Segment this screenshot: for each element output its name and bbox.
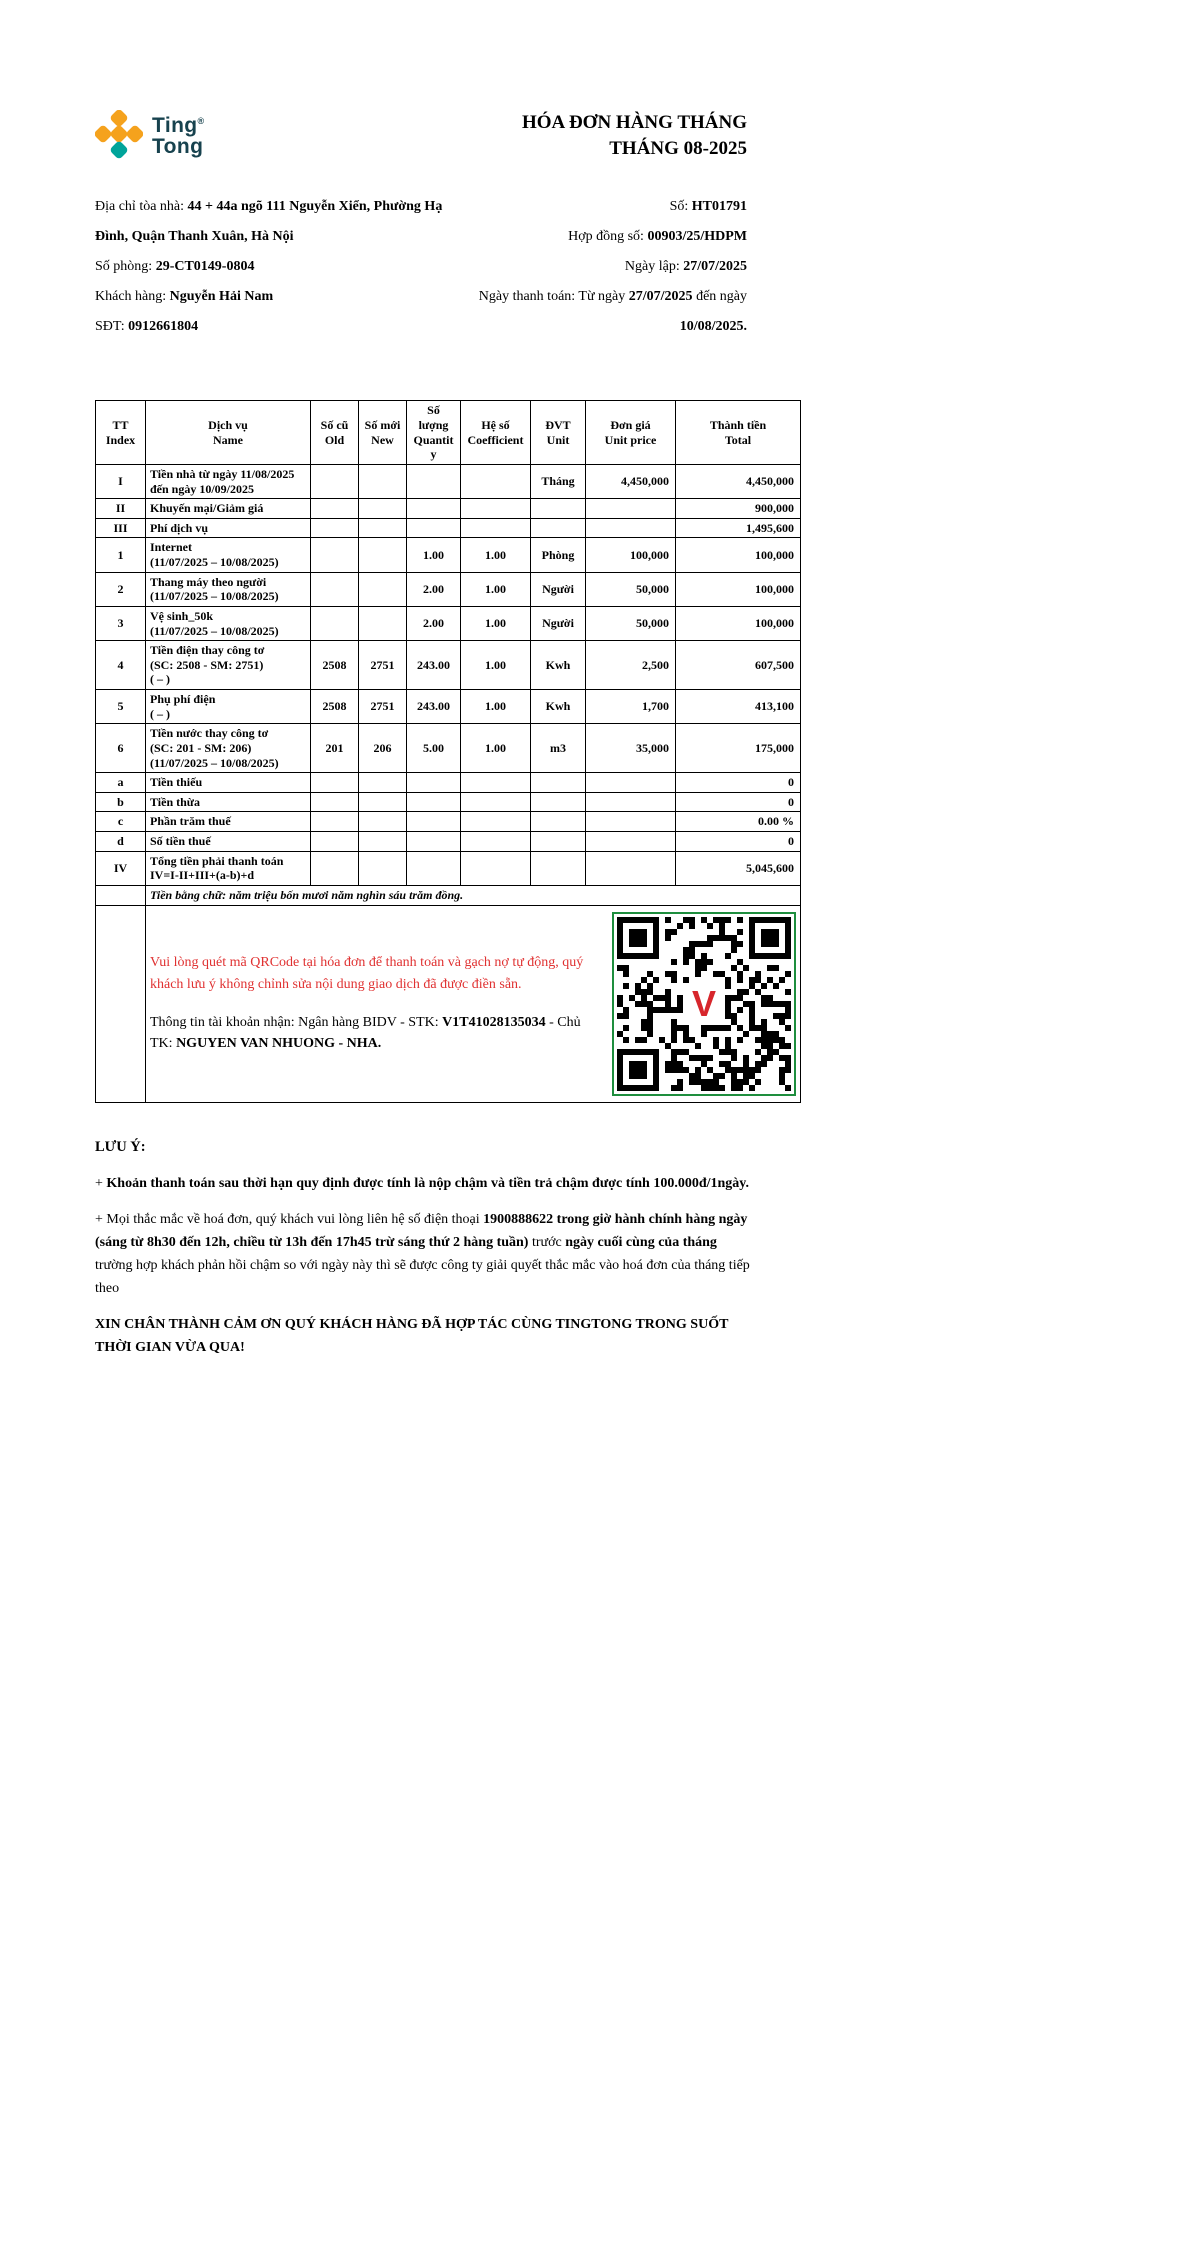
table-row-III: [96, 518, 801, 538]
column-header-new: Số mới New: [359, 401, 407, 465]
cell-old: 201: [311, 724, 359, 773]
cell-price: [586, 832, 676, 852]
cell-price: 2,500: [586, 641, 676, 690]
cell-old: 2508: [311, 690, 359, 724]
invoice-table-body: [96, 464, 801, 885]
cell-new: [359, 538, 407, 572]
invoice-number: Số: HT01791: [669, 199, 747, 214]
cell-coef: [461, 812, 531, 832]
document-header: [95, 110, 747, 162]
late-payment-note: + Khoản thanh toán sau thời hạn quy định được tính là nộp chậm và tiền trả chậm được tính 100.000đ/1ngày.: [95, 1175, 750, 1191]
column-header-qty: Số lượng Quantity: [407, 401, 461, 465]
cell-tt: I: [96, 464, 146, 498]
table-row-2: [96, 572, 801, 606]
cell-coef: [461, 832, 531, 852]
table-row-II: [96, 499, 801, 519]
cell-new: [359, 464, 407, 498]
cell-unit: [531, 792, 586, 812]
cell-unit: [531, 773, 586, 793]
table-row-d: [96, 832, 801, 852]
cell-name: Phí dịch vụ: [146, 518, 311, 538]
cell-total: 175,000: [676, 724, 801, 773]
column-header-price: Đơn giá Unit price: [586, 401, 676, 465]
column-header-coef: Hệ số Coefficient: [461, 401, 531, 465]
table-row-5: [96, 690, 801, 724]
logo-word-tong: Tong: [152, 135, 204, 158]
cell-unit: [531, 832, 586, 852]
cell-qty: 1.00: [407, 538, 461, 572]
info-right-column: [470, 192, 747, 342]
cell-old: [311, 832, 359, 852]
cell-qty: [407, 773, 461, 793]
building-address: Địa chỉ tòa nhà: 44 + 44a ngõ 111 Nguyễn Xiển, Phường Hạ Đình, Quận Thanh Xuân, Hà Nội: [95, 199, 443, 245]
payment-period: Ngày thanh toán: Từ ngày 27/07/2025 đến ngày 10/08/2025.: [478, 289, 747, 335]
cell-tt: a: [96, 773, 146, 793]
invoice-table: [95, 400, 801, 1102]
cell-name: Thang máy theo người (11/07/2025 – 10/08/2025): [146, 572, 311, 606]
cell-old: [311, 572, 359, 606]
cell-name: Tiền thừa: [146, 792, 311, 812]
cell-coef: [461, 851, 531, 885]
cell-total: 5,045,600: [676, 851, 801, 885]
cell-price: 50,000: [586, 606, 676, 640]
cell-tt: b: [96, 792, 146, 812]
amount-in-words: Tiền bằng chữ: năm triệu bốn mươi năm nghìn sáu trăm đồng.: [146, 885, 801, 905]
cell-name: Phần trăm thuế: [146, 812, 311, 832]
cell-old: [311, 812, 359, 832]
cell-new: 2751: [359, 690, 407, 724]
cell-tt: 6: [96, 724, 146, 773]
cell-price: [586, 499, 676, 519]
logo-word-ting: Ting: [152, 113, 198, 137]
cell-name: Phụ phí điện ( – ): [146, 690, 311, 724]
cell-unit: Tháng: [531, 464, 586, 498]
cell-unit: Kwh: [531, 690, 586, 724]
cell-price: [586, 851, 676, 885]
cell-coef: [461, 464, 531, 498]
cell-total: 0: [676, 773, 801, 793]
invoice-table-header: [96, 401, 801, 465]
table-row-3: [96, 606, 801, 640]
cell-total: 0: [676, 792, 801, 812]
cell-price: 35,000: [586, 724, 676, 773]
cell-qty: [407, 464, 461, 498]
cell-tt: 1: [96, 538, 146, 572]
column-header-unit: ĐVT Unit: [531, 401, 586, 465]
cell-old: [311, 518, 359, 538]
cell-old: [311, 773, 359, 793]
table-row-I: [96, 464, 801, 498]
cell-qty: [407, 812, 461, 832]
cell-unit: Phòng: [531, 538, 586, 572]
column-header-name: Dịch vụ Name: [146, 401, 311, 465]
cell-old: [311, 464, 359, 498]
cell-unit: Người: [531, 606, 586, 640]
room-number: Số phòng: 29-CT0149-0804: [95, 259, 255, 275]
cell-qty: 5.00: [407, 724, 461, 773]
cell-name: Tiền thiếu: [146, 773, 311, 793]
cell-price: [586, 773, 676, 793]
cell-old: [311, 851, 359, 885]
table-row-IV: [96, 851, 801, 885]
cell-total: 607,500: [676, 641, 801, 690]
cell-new: [359, 572, 407, 606]
invoice-info: [95, 192, 747, 342]
cell-old: [311, 538, 359, 572]
column-header-total: Thành tiền Total: [676, 401, 801, 465]
cell-old: 2508: [311, 641, 359, 690]
empty-cell: [96, 885, 146, 905]
thank-you-note: XIN CHÂN THÀNH CẢM ƠN QUÝ KHÁCH HÀNG ĐÃ HỢP TÁC CÙNG TINGTONG TRONG SUỐT THỜI GIAN VỪA QUA!: [95, 1317, 729, 1356]
table-row-b: [96, 792, 801, 812]
cell-tt: d: [96, 832, 146, 852]
tingtong-logo-text: [152, 115, 205, 158]
cell-tt: III: [96, 518, 146, 538]
cell-price: [586, 792, 676, 812]
table-row-6: [96, 724, 801, 773]
cell-new: 2751: [359, 641, 407, 690]
column-header-tt: TT Index: [96, 401, 146, 465]
cell-unit: [531, 518, 586, 538]
qr-payment-cell: [146, 905, 801, 1102]
cell-coef: 1.00: [461, 690, 531, 724]
cell-qty: [407, 518, 461, 538]
info-left-column: [95, 192, 470, 342]
cell-coef: 1.00: [461, 724, 531, 773]
table-row-c: [96, 812, 801, 832]
table-row-1: [96, 538, 801, 572]
registered-mark: ®: [197, 115, 205, 126]
empty-cell: [96, 905, 146, 1102]
cell-qty: 2.00: [407, 572, 461, 606]
cell-tt: 3: [96, 606, 146, 640]
cell-total: 413,100: [676, 690, 801, 724]
cell-coef: 1.00: [461, 606, 531, 640]
hotline-note: + Mọi thắc mắc về hoá đơn, quý khách vui lòng liên hệ số điện thoại 1900888622 trong giờ hành chính hàng ngày (sáng từ 8h30 đến 12h, chiều từ 13h đến 17h45 trừ sáng thứ 2 hàng tuần) trước ngày cuối cùng của tháng trường hợp khách phản hồi chậm so với ngày này thì sẽ được công ty giải quyết thắc mắc vào hoá đơn của tháng tiếp theo: [95, 1211, 750, 1296]
cell-unit: Kwh: [531, 641, 586, 690]
qr-text-block: [150, 952, 590, 1055]
cell-qty: 243.00: [407, 690, 461, 724]
cell-total: 4,450,000: [676, 464, 801, 498]
cell-new: [359, 812, 407, 832]
cell-name: Vệ sinh_50k (11/07/2025 – 10/08/2025): [146, 606, 311, 640]
notes-heading: LƯU Ý:: [95, 1138, 146, 1155]
cell-qty: [407, 792, 461, 812]
cell-price: [586, 812, 676, 832]
cell-total: 0: [676, 832, 801, 852]
cell-coef: 1.00: [461, 572, 531, 606]
cell-old: [311, 499, 359, 519]
cell-unit: m3: [531, 724, 586, 773]
issue-date: Ngày lập: 27/07/2025: [624, 259, 747, 275]
cell-old: [311, 606, 359, 640]
cell-coef: 1.00: [461, 538, 531, 572]
cell-tt: 4: [96, 641, 146, 690]
cell-price: 50,000: [586, 572, 676, 606]
cell-coef: [461, 518, 531, 538]
cell-new: [359, 773, 407, 793]
cell-tt: II: [96, 499, 146, 519]
cell-qty: 243.00: [407, 641, 461, 690]
cell-new: [359, 606, 407, 640]
table-row-4: [96, 641, 801, 690]
cell-price: [586, 518, 676, 538]
tingtong-flower-icon: [95, 110, 143, 162]
cell-name: Tiền nước thay công tơ (SC: 201 - SM: 206) (11/07/2025 – 10/08/2025): [146, 724, 311, 773]
invoice-title: HÓA ĐƠN HÀNG THÁNG THÁNG 08-2025: [521, 112, 747, 159]
qr-row: [96, 905, 801, 1102]
cell-tt: IV: [96, 851, 146, 885]
cell-new: [359, 792, 407, 812]
cell-name: Số tiền thuế: [146, 832, 311, 852]
svg-text:V: V: [691, 982, 717, 1024]
cell-unit: [531, 499, 586, 519]
cell-name: Tiền điện thay công tơ (SC: 2508 - SM: 2751) ( – ): [146, 641, 311, 690]
column-header-old: Số cũ Old: [311, 401, 359, 465]
cell-coef: 1.00: [461, 641, 531, 690]
cell-qty: [407, 832, 461, 852]
table-row-a: [96, 773, 801, 793]
cell-tt: c: [96, 812, 146, 832]
cell-tt: 2: [96, 572, 146, 606]
cell-coef: [461, 499, 531, 519]
cell-price: 1,700: [586, 690, 676, 724]
cell-coef: [461, 792, 531, 812]
cell-unit: Người: [531, 572, 586, 606]
phone-number: SĐT: 0912661804: [95, 319, 199, 335]
amount-in-words-row: [96, 885, 801, 905]
contract-number: Hợp đồng số: 00903/25/HDPM: [568, 229, 747, 245]
cell-coef: [461, 773, 531, 793]
cell-total: 1,495,600: [676, 518, 801, 538]
customer-name: Khách hàng: Nguyễn Hải Nam: [95, 289, 274, 305]
qr-code-image: [617, 917, 791, 1091]
header-row: [96, 401, 801, 465]
cell-total: 100,000: [676, 606, 801, 640]
cell-name: Khuyến mại/Giảm giá: [146, 499, 311, 519]
cell-new: 206: [359, 724, 407, 773]
cell-unit: [531, 851, 586, 885]
cell-new: [359, 851, 407, 885]
cell-total: 900,000: [676, 499, 801, 519]
tingtong-logo: [95, 110, 205, 162]
cell-total: 0.00 %: [676, 812, 801, 832]
cell-name: Internet (11/07/2025 – 10/08/2025): [146, 538, 311, 572]
cell-qty: [407, 499, 461, 519]
cell-new: [359, 499, 407, 519]
cell-qty: [407, 851, 461, 885]
cell-name: Tổng tiền phải thanh toán IV=I-II+III+(a-b)+d: [146, 851, 311, 885]
cell-price: 4,450,000: [586, 464, 676, 498]
invoice-table-footer: [96, 885, 801, 1102]
cell-price: 100,000: [586, 538, 676, 572]
cell-new: [359, 832, 407, 852]
cell-qty: 2.00: [407, 606, 461, 640]
payment-qr-code: [612, 912, 796, 1096]
cell-total: 100,000: [676, 538, 801, 572]
cell-name: Tiền nhà từ ngày 11/08/2025 đến ngày 10/09/2025: [146, 464, 311, 498]
bank-account-info: Thông tin tài khoản nhận: Ngân hàng BIDV - STK: V1T41028135034 - Chủ TK: NGUYEN VAN NHUONG - NHA.: [150, 1014, 581, 1052]
cell-old: [311, 792, 359, 812]
cell-unit: [531, 812, 586, 832]
cell-total: 100,000: [676, 572, 801, 606]
footer-notes: [95, 1139, 750, 1360]
cell-tt: 5: [96, 690, 146, 724]
cell-new: [359, 518, 407, 538]
qr-payment-notice: Vui lòng quét mã QRCode tại hóa đơn để thanh toán và gạch nợ tự động, quý khách lưu ý không chỉnh sửa nội dung giao dịch đã được điền sẵn.: [150, 955, 584, 992]
